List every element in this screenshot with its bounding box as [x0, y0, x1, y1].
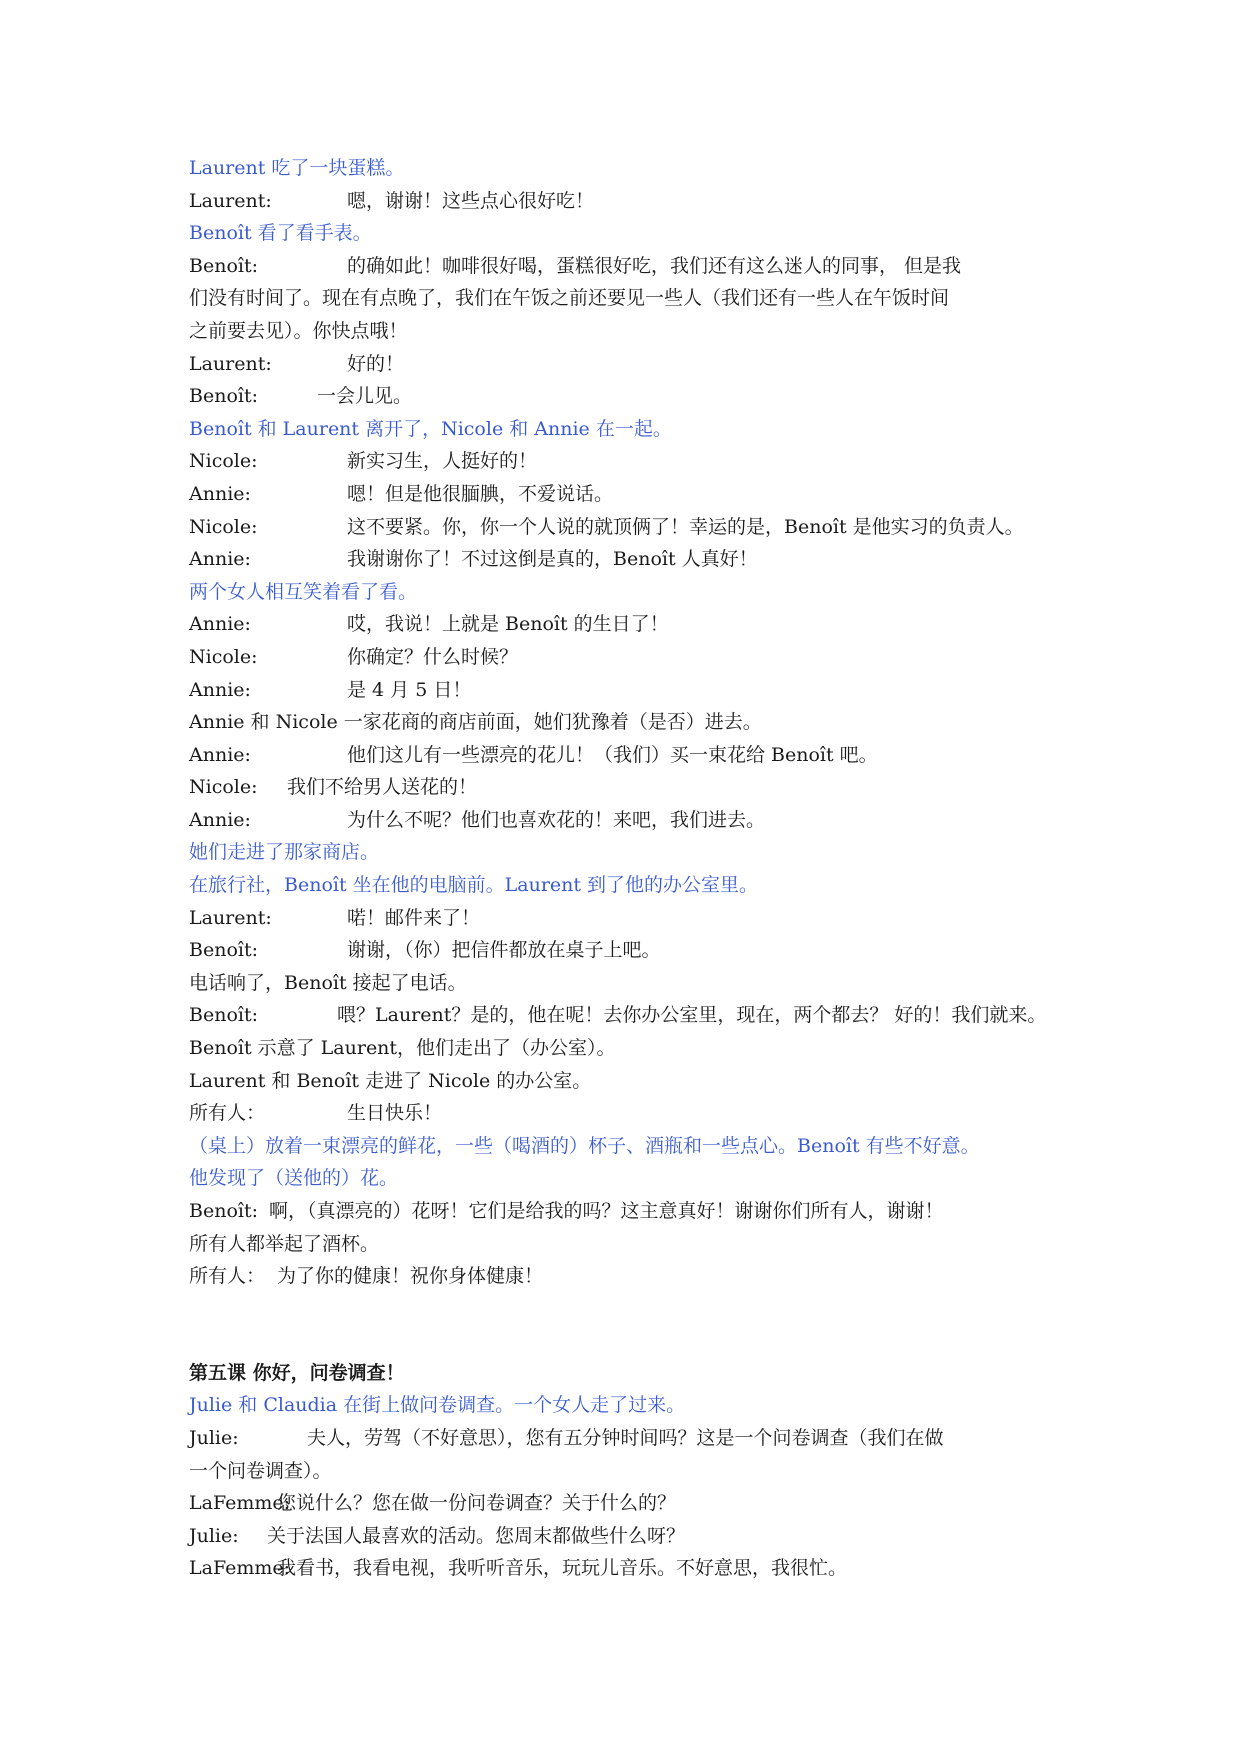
dialogue-line: [189, 608, 1189, 641]
dialogue-line: [189, 934, 1189, 967]
narration-line: [189, 217, 1189, 250]
speaker-label: Benoît:: [189, 385, 258, 408]
dialogue-line: [189, 348, 1189, 381]
line-text: 新实习生，人挺好的！: [347, 450, 538, 473]
speaker-label: Benoît:: [189, 1004, 258, 1027]
narration-line: [189, 1130, 1189, 1163]
narration-line: [189, 576, 1189, 609]
text-line: [189, 967, 1189, 1000]
dialogue-line: [189, 1195, 1189, 1228]
line-text: 电话响了，Benoît 接起了电话。: [189, 971, 467, 994]
line-text: 一个问卷调查）。: [189, 1459, 332, 1482]
dialogue-line: [189, 641, 1189, 674]
speaker-label: Laurent:: [189, 906, 272, 929]
line-text: 喂？Laurent？是的，他在呢！去你办公室里，现在，两个都去？ 好的！我们就来。: [337, 1004, 1047, 1027]
line-text: 所有人都举起了酒杯。: [189, 1232, 380, 1255]
line-text: 嗯！但是他很腼腆，不爱说话。: [347, 482, 614, 505]
line-text: （桌上）放着一束漂亮的鲜花，一些（喝酒的）杯子、酒瓶和一些点心。Benoît 有些不好意。: [189, 1134, 980, 1157]
dialogue-line: [189, 380, 1189, 413]
dialogue-line: [189, 804, 1189, 837]
dialogue-line: [189, 511, 1189, 544]
line-text: 一会儿见。: [317, 385, 413, 408]
dialogue-line: [189, 999, 1189, 1032]
speaker-label: 所有人：: [189, 1102, 266, 1125]
line-text: 关于法国人最喜欢的活动。您周末都做些什么呀？: [267, 1524, 686, 1547]
line-text: 喏！邮件来了！: [347, 906, 481, 929]
line-text: 他发现了（送他的）花。: [189, 1167, 399, 1190]
speaker-label: Benoît:: [189, 939, 258, 962]
dialogue-line: [189, 1487, 1189, 1520]
dialogue-line: [189, 478, 1189, 511]
dialogue-section-1: [189, 152, 1189, 1293]
section-gap: [189, 1293, 1189, 1357]
speaker-label: LaFemme:: [189, 1557, 291, 1580]
line-text: Laurent 和 Benoît 走进了 Nicole 的办公室。: [189, 1069, 592, 1092]
dialogue-line: [189, 250, 1189, 283]
text-line: [189, 315, 1189, 348]
speaker-label: Annie:: [189, 678, 251, 701]
line-text: 我们不给男人送花的！: [287, 776, 478, 799]
speaker-label: Nicole:: [189, 450, 258, 473]
text-line: [189, 1455, 1189, 1488]
speaker-label: Benoît:: [189, 1200, 258, 1222]
dialogue-line: [189, 1422, 1189, 1455]
line-text: 为了你的健康！祝你身体健康！: [277, 1265, 544, 1288]
speaker-label: Laurent:: [189, 189, 272, 212]
text-line: [189, 1032, 1189, 1065]
line-text: 夫人，劳驾（不好意思），您有五分钟时间吗？这是一个问卷调查（我们在做: [307, 1426, 944, 1449]
document-body: [189, 152, 1189, 1585]
line-text: 谢谢，（你）把信件都放在桌子上吧。: [347, 939, 661, 962]
narration-line: [189, 1162, 1189, 1195]
speaker-label: Nicole:: [189, 645, 258, 668]
line-text: 您说什么？您在做一份问卷调查？关于什么的？: [277, 1492, 677, 1515]
dialogue-line: [189, 739, 1189, 772]
speaker-label: Annie:: [189, 482, 251, 505]
line-text: 在旅行社，Benoît 坐在他的电脑前。Laurent 到了他的办公室里。: [189, 874, 759, 897]
speaker-label: Annie:: [189, 548, 251, 571]
speaker-label: Nicole:: [189, 515, 258, 538]
text-line: [189, 706, 1189, 739]
text-line: [189, 1228, 1189, 1261]
dialogue-line: [189, 902, 1189, 935]
speaker-label: Annie:: [189, 613, 251, 636]
dialogue-line: [189, 1097, 1189, 1130]
line-text: 的确如此！咖啡很好喝，蛋糕很好吃，我们还有这么迷人的同事， 但是我: [347, 254, 962, 277]
speaker-label: Annie:: [189, 808, 251, 831]
narration-line: [189, 836, 1189, 869]
line-text: Julie 和 Claudia 在街上做问卷调查。一个女人走了过来。: [189, 1394, 686, 1417]
line-text: 他们这儿有一些漂亮的花儿！（我们）买一束花给 Benoît 吧。: [347, 743, 878, 766]
speaker-label: Nicole:: [189, 776, 258, 799]
line-text: 是 4 月 5 日！: [347, 678, 472, 701]
dialogue-line: [189, 543, 1189, 576]
speaker-label: Annie:: [189, 743, 251, 766]
lesson-title: 第五课 你好，问卷调查！: [189, 1361, 405, 1384]
line-text: 为什么不呢？他们也喜欢花的！来吧，我们进去。: [347, 808, 766, 831]
text-line: [189, 282, 1189, 315]
line-text: Benoît 和 Laurent 离开了，Nicole 和 Annie 在一起。: [189, 417, 672, 440]
line-text: Annie 和 Nicole 一家花商的商店前面，她们犹豫着（是否）进去。: [189, 711, 762, 734]
line-text: Benoît 示意了 Laurent，他们走出了（办公室）。: [189, 1037, 616, 1060]
line-text: 两个女人相互笑着看了看。: [189, 580, 418, 603]
speaker-label: Julie:: [189, 1426, 239, 1449]
line-text: 生日快乐！: [347, 1102, 443, 1125]
speaker-label: Julie:: [189, 1524, 239, 1547]
text-line: [189, 1065, 1189, 1098]
line-text: 我看书，我看电视，我听听音乐，玩玩儿音乐。不好意思，我很忙。: [277, 1557, 848, 1580]
line-text: 之前要去见）。你快点哦！: [189, 319, 408, 342]
dialogue-line: [189, 1552, 1189, 1585]
line-text: 啊，（真漂亮的）花呀！它们是给我的吗？这主意真好！谢谢你们所有人，谢谢！: [269, 1200, 944, 1222]
speaker-label: 所有人：: [189, 1265, 266, 1288]
speaker-label: Benoît:: [189, 254, 258, 277]
dialogue-line: [189, 445, 1189, 478]
dialogue-line: [189, 771, 1189, 804]
narration-line: [189, 1389, 1189, 1422]
dialogue-section-2: [189, 1389, 1189, 1585]
line-text: 嗯，谢谢！这些点心很好吃！: [347, 189, 595, 212]
line-text: Laurent 吃了一块蛋糕。: [189, 157, 405, 179]
speaker-label: Laurent:: [189, 352, 272, 375]
line-text: 我谢谢你了！不过这倒是真的，Benoît 人真好！: [347, 548, 758, 571]
narration-line: [189, 413, 1189, 446]
line-text: 这不要紧。你，你一个人说的就顶俩了！幸运的是，Benoît 是他实习的负责人。: [347, 515, 1024, 538]
dialogue-line: [189, 1520, 1189, 1553]
speaker-label: LaFemme:: [189, 1492, 291, 1515]
line-text: 们没有时间了。现在有点晚了，我们在午饭之前还要见一些人（我们还有一些人在午饭时间: [189, 287, 950, 310]
line-text: 你确定？什么时候？: [347, 645, 519, 668]
line-text: 她们走进了那家商店。: [189, 841, 380, 864]
line-text: 哎，我说！上就是 Benoît 的生日了！: [347, 613, 669, 636]
line-text: Benoît 看了看手表。: [189, 222, 372, 245]
dialogue-line: [189, 674, 1189, 707]
line-text: 好的！: [347, 352, 405, 375]
dialogue-line: [189, 185, 1189, 218]
narration-line: [189, 152, 1189, 185]
dialogue-line: [189, 1260, 1189, 1293]
narration-line: [189, 869, 1189, 902]
